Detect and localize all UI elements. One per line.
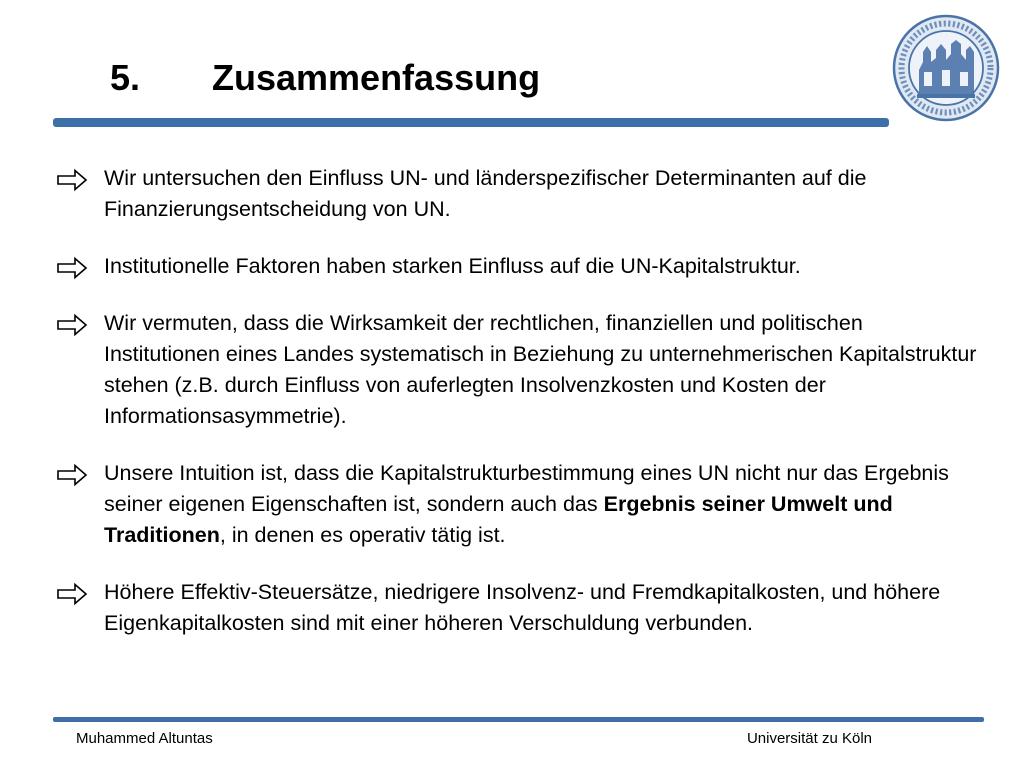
bullet-text-segment: Wir untersuchen den Einfluss UN- und länderspezifischer Determinanten auf die Finanzierungsentscheidung von UN.	[104, 166, 867, 221]
hollow-right-arrow-icon	[56, 313, 88, 337]
bullet-item	[56, 163, 981, 225]
bullet-text-segment: , in denen es operativ tätig ist.	[219, 523, 506, 547]
hollow-right-arrow-icon	[56, 168, 88, 192]
bullet-text-segment: Institutionelle Faktoren haben starken Einfluss auf die UN-Kapitalstruktur.	[104, 254, 801, 278]
bullet-item	[56, 577, 981, 639]
bullet-text	[104, 580, 940, 635]
bullet-text	[104, 461, 949, 547]
university-seal-icon	[892, 14, 1000, 122]
bullet-text	[104, 311, 976, 428]
footer-author: Muhammed Altuntas	[76, 730, 213, 747]
bullet-text-segment: Unsere Intuition ist, dass die Kapitalstrukturbestimmung eines UN nicht nur das Ergebnis seiner eigenen Eigenschaften ist, sondern auch das	[104, 461, 949, 516]
hollow-right-arrow-icon	[56, 463, 88, 487]
bullet-text-bold: Ergebnis seiner Umwelt und Traditionen	[104, 492, 893, 547]
bullet-text-segment: Höhere Effektiv-Steuersätze, niedrigere Insolvenz- und Fremdkapitalkosten, und höhere Eigenkapitalkosten sind mit einer höheren Verschuldung verbunden.	[104, 580, 941, 635]
bullet-text	[104, 166, 866, 221]
title-underline-bar	[53, 118, 889, 127]
hollow-right-arrow-icon	[56, 582, 88, 606]
footer-divider-bar	[53, 717, 984, 722]
bullet-item	[56, 308, 981, 432]
bullet-text	[104, 254, 801, 278]
hollow-right-arrow-icon	[56, 256, 88, 280]
bullet-list	[56, 163, 981, 665]
slide-title	[110, 56, 540, 100]
bullet-text-segment: Wir vermuten, dass die Wirksamkeit der rechtlichen, finanziellen und politischen Institutionen eines Landes systematisch in Beziehung zu unternehmerischen Kapitalstruktur stehen (z.B. durch Einfluss von auferlegten Insolvenzkosten und Kosten der Informationsasymmetrie).	[104, 311, 977, 428]
bullet-item	[56, 458, 981, 551]
bullet-item	[56, 251, 981, 282]
slide-title-text: Zusammenfassung	[212, 57, 541, 98]
footer-institution: Universität zu Köln	[746, 730, 872, 747]
slide-title-number: 5.	[110, 57, 141, 98]
